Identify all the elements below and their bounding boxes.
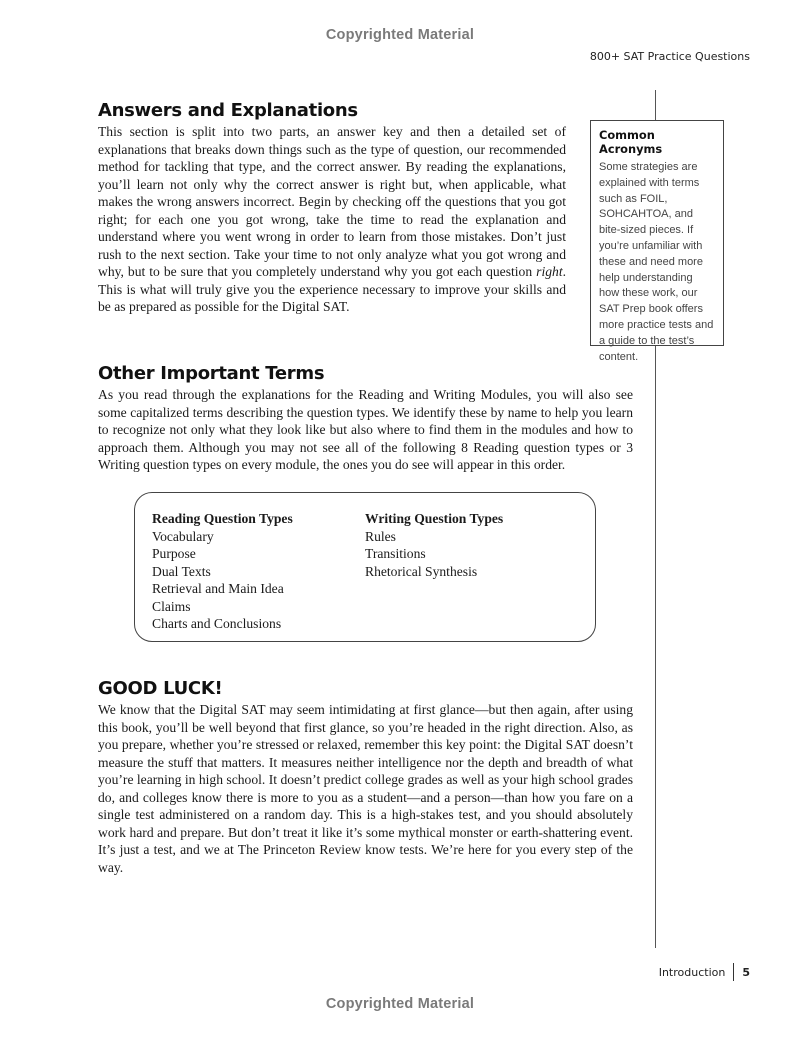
section-heading-good-luck: GOOD LUCK! [98,678,223,699]
writing-type-item: Rules [365,528,396,544]
question-types-box [134,492,596,642]
reading-type-item: Charts and Conclusions [152,616,282,631]
page-footer [659,963,750,981]
sidebar-title: Common Acronyms [599,128,663,156]
page-number: 5 [742,965,750,979]
section-heading-terms: Other Important Terms [98,363,325,384]
running-header: 800+ SAT Practice Questions [589,50,750,63]
writing-type-item: Transitions [365,546,426,561]
sidebar-common-acronyms [590,120,724,363]
writing-types-column [365,510,503,580]
good-luck-paragraph: We know that the Digital SAT may seem intimidating at first glance—but then again, after using this book, you’ll be well beyond that first glance, so you’re headed in the right direction. Also, as you prepare, whether you’re stressed or relaxed, remember this key point: the Digital SAT doesn’t measure the stuff that matters. It measures neither intelligence nor the depth and breadth of what you’re learning in high school. It doesn’t predict college grades as well as your high school grades do, and colleges know there is more to you as a student—and a person—than how you fare on a single test administered on a random day. This is a high-stakes test, and you should absolutely work hard and prepare. But don’t treat it like it’s some mythical monster or earth-shattering event. It’s just a test, and we at The Princeton Review know tests. We’re here for you every step of the way. [98,702,633,875]
sidebar-text: Some strategies are explained with terms such as FOIL, SOHCAHTOA, and bite-sized pieces. If you’re unfamiliar with these and need more help understanding how these work, our SAT Prep book offers more practice tests and a guide to the test’s content. [599,161,714,363]
reading-types-heading: Reading Question Types [152,511,293,526]
emphasis-right: right [536,264,563,279]
footer-section-name: Introduction [658,965,726,979]
writing-types-heading: Writing Question Types [365,511,504,526]
section-heading-answers: Answers and Explanations [98,100,358,121]
reading-type-item: Purpose [152,546,196,561]
answers-paragraph: This section is split into two parts, an answer key and then a detailed set of explanations that breaks down things such as the type of question, our recommended method for tackling that type, and the correct answer. By reading the explanations, you’ll learn not only why the correct answer is right but, when applicable, what makes the wrong answers incorrect. Begin by checking off the questions that you got right; for each one you got wrong, take the time to read the explanation and understand where you went wrong in order to learn from those mistakes. Don’t just rush to the next section. Take your time to not only analyze what you got wrong and why, but to be sure that you completely understand why you got each question right. This is what will truly give you the experience necessary to improve your skills and be as prepared as possible for the Digital SAT. [98,124,566,314]
terms-paragraph: As you read through the explanations for the Reading and Writing Modules, you will also see some capitalized terms describing the question types. We identify these by name to help you learn to recognize not only what they look like but also where to find them in the modules and how to approach them. Although you may not see all of the following 8 Reading question types or 3 Writing question types on every module, the ones you do see will appear in this order. [98,387,633,472]
reading-type-item: Vocabulary [152,528,214,544]
reading-type-item: Claims [152,598,191,614]
footer-divider [733,963,734,981]
reading-type-item: Dual Texts [152,563,211,579]
reading-types-column [152,510,293,633]
watermark-bottom: Copyrighted Material [325,996,475,1012]
writing-type-item: Rhetorical Synthesis [365,563,478,579]
watermark-top: Copyrighted Material [325,27,475,43]
reading-type-item: Retrieval and Main Idea [152,581,284,596]
